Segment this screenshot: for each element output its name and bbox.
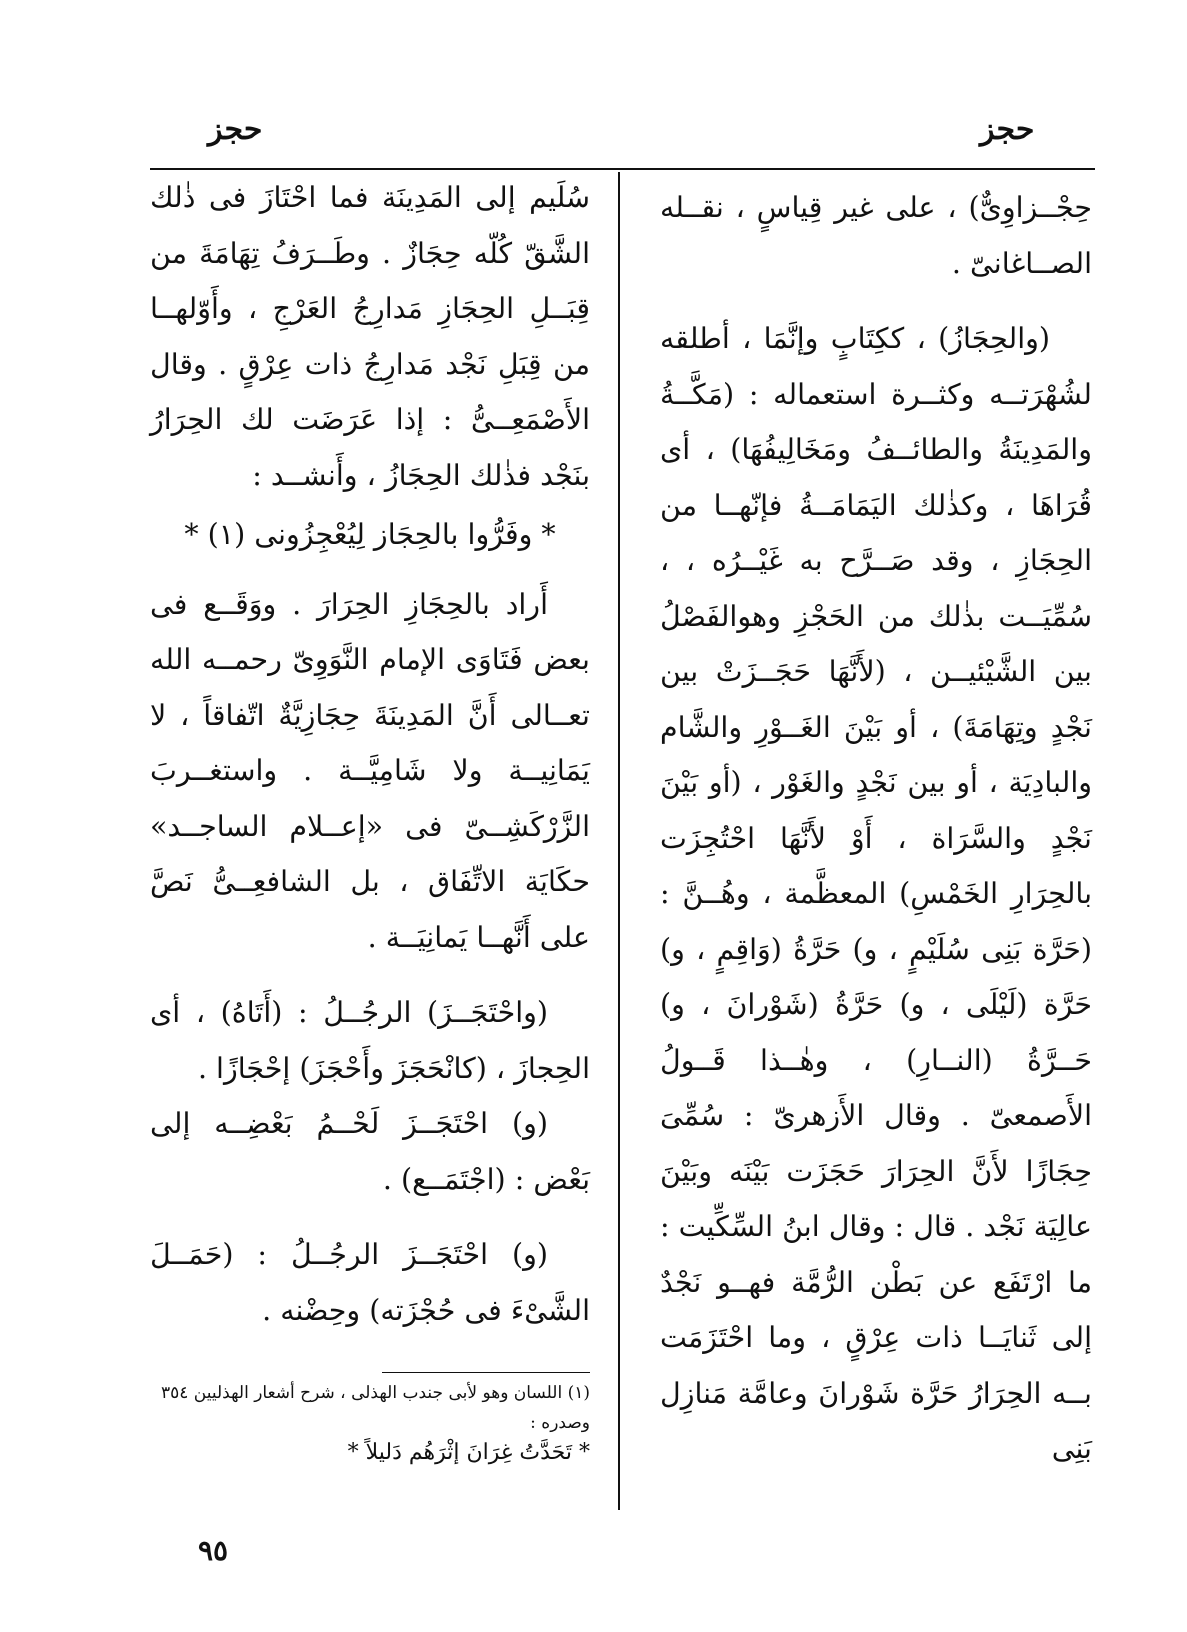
paragraph: (واحْتَجَــزَ) الرجُــلُ : (أَتَاهُ) ، أى الحِجازَ ، (كانْحَجَزَ وأَحْجَزَ) إحْجَازًا . [150, 996, 590, 1085]
footnote-verse: * تَحَدَّتُ غِرَانَ إثْرَهُم دَليلاً * [347, 1440, 590, 1465]
running-head-right: حجز [980, 112, 1035, 147]
column-divider [618, 172, 620, 1510]
page-number: ٩٥ [198, 1534, 229, 1567]
right-column [660, 180, 1092, 1477]
left-column [150, 170, 590, 1338]
paragraph: (و) احْتَجَــزَ لَحْــمُ بَعْضِــه إلى بَعْض : (اجْتَمَــع) . [150, 1107, 590, 1196]
paragraph: (والحِجَازُ) ، ككِتَابٍ وإنَّمَا ، أطلقه لشُهْرَتــه وكثــرة استعماله : (مَكَّــةُ والمَدِينَةُ والطائــفُ ومَخَالِيفُهَا) ، أى قُرَاهَا ، وكذٰلك اليَمَامَــةُ فإنّهــا من الحِجَازِ ، وقد صَــرَّح به غَيْــرُه ، ، سُمِّيَــت بذٰلك من الحَجْزِ وهوالفَصْلُ بين الشَّيْئيــن ، (لأَنَّهَا حَجَــزَتْ بين نَجْدٍ وتِهَامَةَ) ، أو بَيْنَ الغَــوْرِ والشَّام والبادِيَة ، أو بين نَجْدٍ والغَوْر ، (أو بَيْنَ نَجْدٍ والسَّرَاة ، أَوْ لأَنَّهَا احْتُجِزَت بالحِرَارِ الخَمْسِ) المعظَّمة ، وهُــنَّ : (حَرَّة بَنِى سُلَيْمٍ ، و) حَرَّةُ (وَاقِمٍ ، و) حَرَّة (لَيْلَى ، و) حَرَّةُ (شَوْرانَ ، و) حَــرَّةُ (النــارِ) ، وهٰــذا قَــولُ الأَصمعىّ . وقال الأَزهرىّ : سُمِّىَ حِجَازًا لأَنَّ الحِرَارَ حَجَزَت بَيْنَه وبَيْنَ عالِيَة نَجْد . قال : وقال ابنُ السِّكِّيت : ما ارْتَفَع عن بَطْن الرُّمَّة فهــو نَجْدٌ إلى ثَنايَــا ذات عِرْقٍ ، وما احْتَزَمَت بــه الحِرَارُ حَرَّة شَوْرانَ وعامَّة مَنازِل بَنِى [660, 322, 1092, 1465]
paragraph: حِجْــزاوِىٌّ) ، على غير قِياسٍ ، نقــله الصــاغانىّ . [660, 191, 1092, 280]
running-head-left: حجز [208, 112, 263, 147]
paragraph: (و) احْتَجَــزَ الرجُــلُ : (حَمَــلَ الشَّىْءَ فى حُجْزَته) وحِضْنه . [150, 1238, 590, 1327]
paragraph: سُلَيم إلى المَدِينَة فما احْتَازَ فى ذٰلك الشَّقّ كُلّه حِجَازٌ . وطَــرَفُ تِهَامَةَ من قِبَــلِ الحِجَازِ مَدارِجُ العَرْجِ ، وأَوّلهــا من قِبَلِ نَجْد مَدارِجُ ذات عِرْقٍ . وقال الأَصْمَعِــىُّ : إذا عَرَضَت لك الحِرَارُ بنَجْد فذٰلك الحِجَازُ ، وأَنشــد : [150, 181, 590, 492]
footnote-rule [382, 1372, 590, 1373]
paragraph: أَراد بالحِجَازِ الحِرَارَ . ووَقَــع فى بعض فَتَاوَى الإمام النَّوَوِىّ رحمــه الله تعــالى أَنَّ المَدِينَةَ حِجَازِيَّةٌ اتّفاقاً ، لا يَمَانِيــة ولا شَامِيَّــة . واستغــربَ الزَّرْكَشِــىّ فى «إعــلام الساجــد» حكَايَة الاتِّفَاق ، بل الشافعِــىُّ نَصَّ على أَنَّهــا يَمانِيَــة . [150, 587, 590, 954]
footnote: (١) اللسان وهو لأبى جندب الهذلى ، شرح أشعار الهذليين ٣٥٤ وصدره : [160, 1383, 590, 1433]
verse-line: * وفَرُّوا بالحِجَاز لِيُعْجِزُونى (١) * [184, 518, 556, 551]
